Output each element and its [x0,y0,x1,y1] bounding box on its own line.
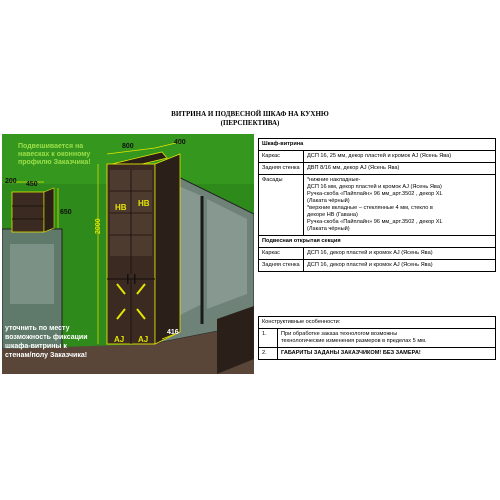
spec-value: ДСП 16 мм, декор пластей и кромок AJ (Ясень Ява) [307,184,442,190]
spec-value: (Лаката чёрный) [307,226,350,232]
spec-value: ДСП 16, декор пластей и кромок AJ (Ясень Ява) [307,250,433,256]
note-text: технологические изменения размеров в пределах 5 мм. [281,338,427,344]
page-title [150,110,350,128]
spec-key: Задняя стенка [259,260,304,271]
spec-row [259,247,495,259]
spec-section-cabinet: Шкаф-витрина [262,141,304,147]
notes-heading: Конструктивные особенности: [262,319,341,325]
dim-200: 200 [5,178,17,185]
dim-450: 450 [26,181,38,188]
title-line-1: ВИТРИНА И ПОДВЕСНОЙ ШКАФ НА КУХНЮ [171,110,329,118]
note-number: 1. [259,329,278,347]
dim-2000: 2000 [95,218,102,234]
spec-value: ДВП 8/16 мм, декор AJ (Ясень Ява) [307,165,400,171]
label-aj-left: AJ [114,335,125,344]
note-bottom-line: шкафа-витрины к [5,343,67,350]
spec-section-hanging: Подвесная открытая секция [262,238,341,244]
note-bottom-line: возможность фиксации [5,334,88,341]
spec-value: ДСП 16, 25 мм, декор пластей и кромок AJ (Ясень Ява) [307,153,452,159]
dim-416: 416 [167,329,179,336]
spec-value: (Лаката чёрный) [307,198,350,204]
note-text: При обработке заказа технологом возможны [281,331,398,337]
spec-value: *верхние вкладные – стеклянные 4 мм, стекло в [307,205,433,211]
spec-key: Каркас [259,248,304,259]
spec-value: декоре НВ (Гавана) [307,212,358,218]
note-row [259,347,495,359]
display-cabinet [107,152,180,344]
label-aj-right: AJ [138,335,149,344]
note-number: 2. [259,348,278,359]
spec-key: Каркас [259,151,304,162]
title-line-2: (ПЕРСПЕКТИВА) [220,119,280,127]
note-top [18,143,91,166]
note-bottom-line: уточнить по месту [5,325,70,332]
spec-key: Задняя стенка [259,163,304,174]
spec-value: ДСП 16, декор пластей и кромок AJ (Ясень Ява) [307,262,433,268]
note-text: ГАБАРИТЫ ЗАДАНЫ ЗАКАЗЧИКОМ! БЕЗ ЗАМЕРА! [281,350,421,356]
perspective-render [2,134,254,374]
spec-table [258,138,496,272]
dim-650: 650 [60,209,72,216]
note-bottom-line: стенам/полу Заказчика! [5,352,88,359]
note-top-line: профилю Заказчика! [18,159,91,166]
label-hb-left: НВ [115,203,127,212]
spec-key: Фасады [259,175,304,235]
hanging-cabinet [12,188,54,232]
construction-notes [258,316,496,360]
dim-400: 400 [174,139,186,146]
spec-row [259,174,495,235]
spec-row [259,150,495,162]
label-hb-right: НВ [138,199,150,208]
spec-value: Ручка-скоба «Пайплайн» 96 мм_арт.3502 , декор XL [307,191,443,197]
spec-value: *нижние накладные- [307,177,361,183]
note-row [259,328,495,347]
spec-row [259,162,495,174]
note-top-line: Подвешивается на [18,143,84,150]
spec-value: Ручка-скоба «Пайплайн» 96 мм_арт.3502 , декор XL [307,219,443,225]
spec-row [259,259,495,271]
dim-800: 800 [122,143,134,150]
note-top-line: навесках к оконному [18,151,91,158]
